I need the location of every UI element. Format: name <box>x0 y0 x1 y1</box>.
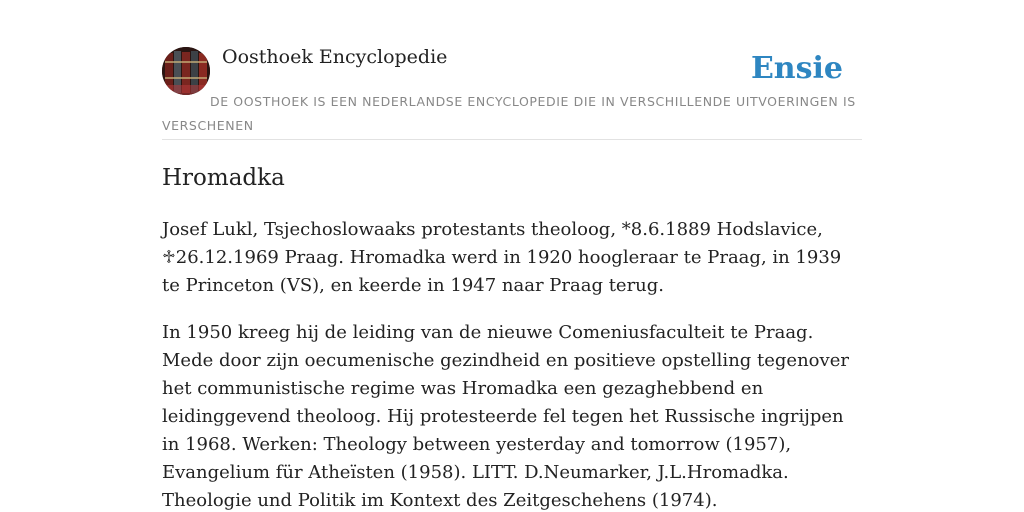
book-spines-icon <box>162 47 210 95</box>
article-paragraph-1: Josef Lukl, Tsjechoslowaaks protestants theoloog, *8.6.1889 Hodslavice, ♱26.12.1969 Praag. Hromadka werd in 1920 hoogleraar te Praag, in 1939 te Princeton (VS), en keerde in 1947 naar Praag terug. <box>162 219 842 296</box>
site-header <box>162 0 862 140</box>
site-title[interactable]: Oosthoek Encyclopedie <box>222 46 448 68</box>
encyclopedia-avatar[interactable] <box>162 47 210 95</box>
article-title: Hromadka <box>162 165 285 191</box>
ensie-logo-link[interactable]: Ensie <box>750 51 843 86</box>
site-tagline: DE OOSTHOEK IS EEN NEDERLANDSE ENCYCLOPEDIE DIE IN VERSCHILLENDE UITVOERINGEN IS VERSCHENEN <box>162 94 856 133</box>
article <box>162 162 862 512</box>
article-paragraph-2: In 1950 kreeg hij de leiding van de nieuwe Comeniusfaculteit te Praag. Mede door zijn oecumenische gezindheid en positieve opstelling tegenover het communistische regime was Hromadka een gezaghebbend en leidinggevend theoloog. Hij protesteerde fel tegen het Russische ingrijpen in 1968. Werken: Theology between yesterday and tomorrow (1957), Evangelium für Atheïsten (1958). LITT. D.Neumarker, J.L.Hromadka. Theologie und Politik im Kontext des Zeitgeschehens (1974). <box>162 322 849 511</box>
